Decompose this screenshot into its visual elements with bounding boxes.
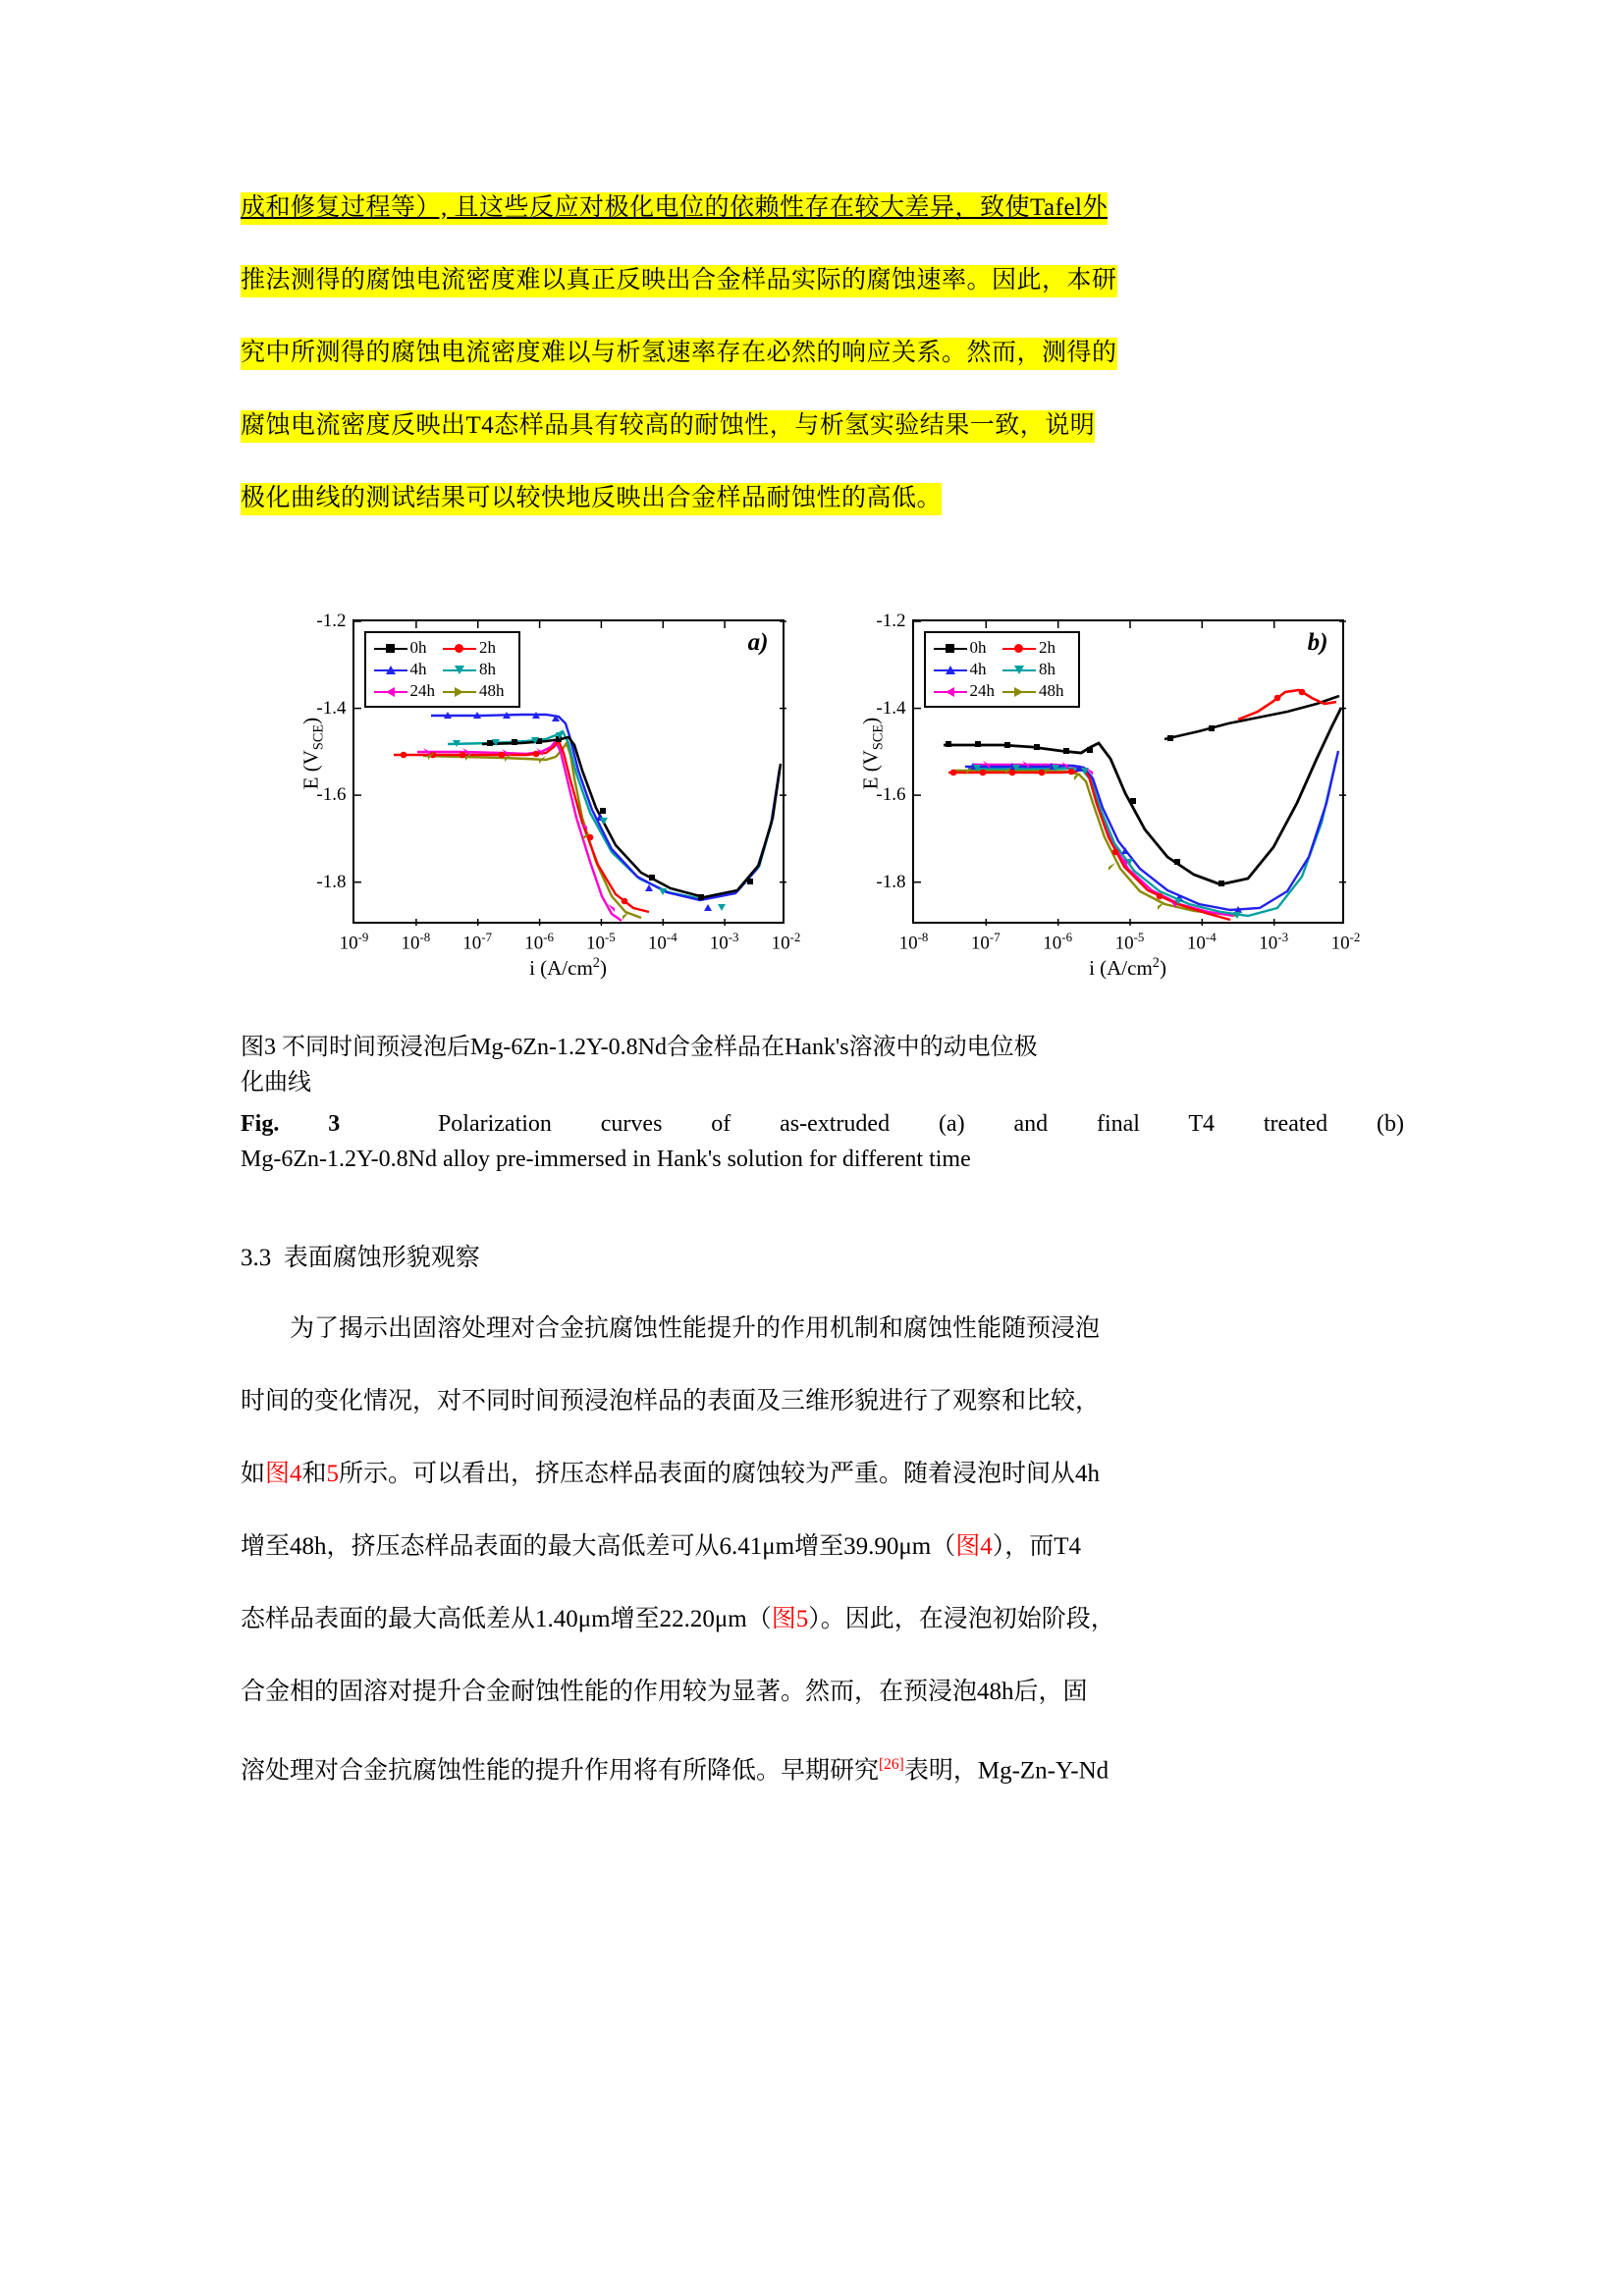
- section-heading: [241, 1238, 1404, 1273]
- chart-panel-b: [828, 602, 1378, 994]
- chart-b-ytick: -1.6: [876, 784, 906, 806]
- chart-b-xlabel: i $(A/cm^2)$: [1089, 955, 1166, 980]
- legend-label: 48h: [479, 681, 505, 700]
- chart-b-xtick: $10^{-5}$: [1114, 930, 1145, 954]
- chart-b-xtick: $10^{-3}$: [1259, 930, 1289, 954]
- chart-a-ytick: -1.6: [316, 784, 347, 806]
- chart-a-xtick: $10^{-6}$: [524, 930, 554, 954]
- caption-cn-line1: 图3 不同时间预浸泡后Mg-6Zn-1.2Y-0.8Nd合金样品在Hank's溶液中的动电位极: [241, 1035, 1038, 1060]
- chart-b-xtick: $10^{-2}$: [1330, 930, 1361, 954]
- chart-a-xtick: $10^{-4}$: [647, 930, 677, 954]
- caption-en: [241, 1106, 1404, 1177]
- body-line-2: 如图4和5所示。可以看出，挤压态样品表面的腐蚀较为严重。随着浸泡时间从4h: [241, 1461, 1101, 1487]
- legend-label: 4h: [409, 660, 427, 678]
- chart-a-xtick: $10^{-5}$: [586, 930, 616, 954]
- body-line-1: 时间的变化情况，对不同时间预浸泡样品的表面及三维形貌进行了观察和比较，: [241, 1388, 1101, 1415]
- legend-label: 24h: [409, 681, 435, 700]
- highlighted-line-text-2: 究中所测得的腐蚀电流密度难以与析氢速率存在必然的响应关系。然而，测得的: [241, 338, 1117, 370]
- chart-b-xtick: $10^{-8}$: [898, 930, 929, 954]
- citation-26: [26]: [879, 1756, 904, 1773]
- page-content: [241, 172, 1404, 1807]
- chart-a-ylabel: E $(V_{SCE})$: [298, 717, 327, 790]
- section-title: 表面腐蚀形貌观察: [283, 1245, 480, 1271]
- chart-b-ytick: -1.2: [876, 611, 906, 631]
- highlighted-line-text-1: 推法测得的腐蚀电流密度难以真正反映出合金样品实际的腐蚀速率。因此，本研: [241, 265, 1117, 297]
- chart-a-plot-area: [316, 611, 801, 954]
- chart-a-xlabel: i $(A/cm^2)$: [529, 955, 607, 980]
- chart-a-ytick: -1.2: [316, 611, 347, 631]
- chart-b-ytick: -1.8: [876, 871, 906, 892]
- chart-a-legend: [364, 631, 520, 708]
- caption-en-prefix: Fig. 3: [241, 1111, 341, 1137]
- legend-label: 8h: [1039, 660, 1056, 678]
- legend-label: 24h: [969, 681, 995, 700]
- legend-label: 0h: [969, 638, 987, 657]
- figure-caption: [241, 1030, 1404, 1177]
- legend-label: 4h: [969, 660, 987, 678]
- legend-label: 8h: [479, 660, 496, 678]
- chart-a-xtick: $10^{-7}$: [462, 930, 493, 954]
- chart-b-xtick: $10^{-7}$: [970, 930, 1001, 954]
- legend-label: 48h: [1039, 681, 1064, 700]
- chart-b-panel-label: b): [1307, 629, 1328, 656]
- chart-a-ytick: -1.8: [316, 871, 347, 892]
- body-line-0: 为了揭示出固溶处理对合金抗腐蚀性能提升的作用机制和腐蚀性能随预浸泡: [290, 1315, 1101, 1342]
- chart-b-plot-area: [876, 611, 1361, 954]
- highlighted-paragraph: [241, 172, 1404, 535]
- chart-a-panel-label: a): [747, 629, 769, 656]
- legend-label: 2h: [1039, 638, 1056, 657]
- highlighted-line: [241, 317, 1404, 390]
- body-line-3: 增至48h，挤压态样品表面的最大高低差可从6.41μm增至39.90μm（图4），而T4: [241, 1533, 1081, 1560]
- chart-a-xtick: $10^{-2}$: [771, 930, 801, 954]
- chart-b-ytick: -1.4: [876, 697, 906, 719]
- highlighted-line: [241, 172, 1404, 244]
- caption-en-line2: Mg-6Zn-1.2Y-0.8Nd alloy pre-immersed in Hank's solution for different time: [241, 1147, 971, 1172]
- highlighted-line: [241, 244, 1404, 317]
- chart-a-xtick: $10^{-9}$: [339, 930, 369, 954]
- chart-a-xtick: $10^{-8}$: [401, 930, 431, 954]
- chart-a-ytick: -1.4: [316, 697, 347, 719]
- body-line-5: 合金相的固溶对提升合金耐蚀性能的作用较为显著。然而，在预浸泡48h后，固: [241, 1679, 1088, 1705]
- figure-3: [241, 602, 1404, 994]
- highlighted-line-text-0: 成和修复过程等）, 且这些反应对极化电位的依赖性存在较大差异，致使Tafel外: [241, 194, 1108, 221]
- chart-b-ylabel: E $(V_{SCE})$: [857, 717, 887, 790]
- caption-cn-line2: 化曲线: [241, 1070, 311, 1095]
- legend-label: 0h: [409, 638, 427, 657]
- highlighted-line-text-4: 极化曲线的测试结果可以较快地反映出合金样品耐蚀性的高低。: [241, 483, 942, 515]
- chart-panel-a: [268, 602, 818, 994]
- body-line-4: 态样品表面的最大高低差从1.40μm增至22.20μm（图5）。因此，在浸泡初始阶段，: [241, 1606, 1115, 1632]
- caption-en-line1: Polarization curves of as-extruded (a) and final T4 treated (b): [437, 1111, 1405, 1137]
- chart-a-xtick: $10^{-3}$: [709, 930, 739, 954]
- chart-b-xtick: $10^{-6}$: [1043, 930, 1073, 954]
- body-line-6: 溶处理对合金抗腐蚀性能的提升作用将有所降低。早期研究[26]表明，Mg-Zn-Y-Nd: [241, 1756, 1110, 1785]
- section-number: 3.3: [241, 1245, 272, 1271]
- highlighted-line-text-3: 腐蚀电流密度反映出T4态样品具有较高的耐蚀性，与析氢实验结果一致，说明: [241, 410, 1095, 443]
- chart-b-xtick: $10^{-4}$: [1186, 930, 1217, 954]
- highlighted-line: [241, 462, 1404, 535]
- chart-b-legend: [924, 631, 1080, 708]
- highlighted-line: [241, 390, 1404, 462]
- legend-label: 2h: [479, 638, 496, 657]
- body-paragraph: [241, 1293, 1404, 1807]
